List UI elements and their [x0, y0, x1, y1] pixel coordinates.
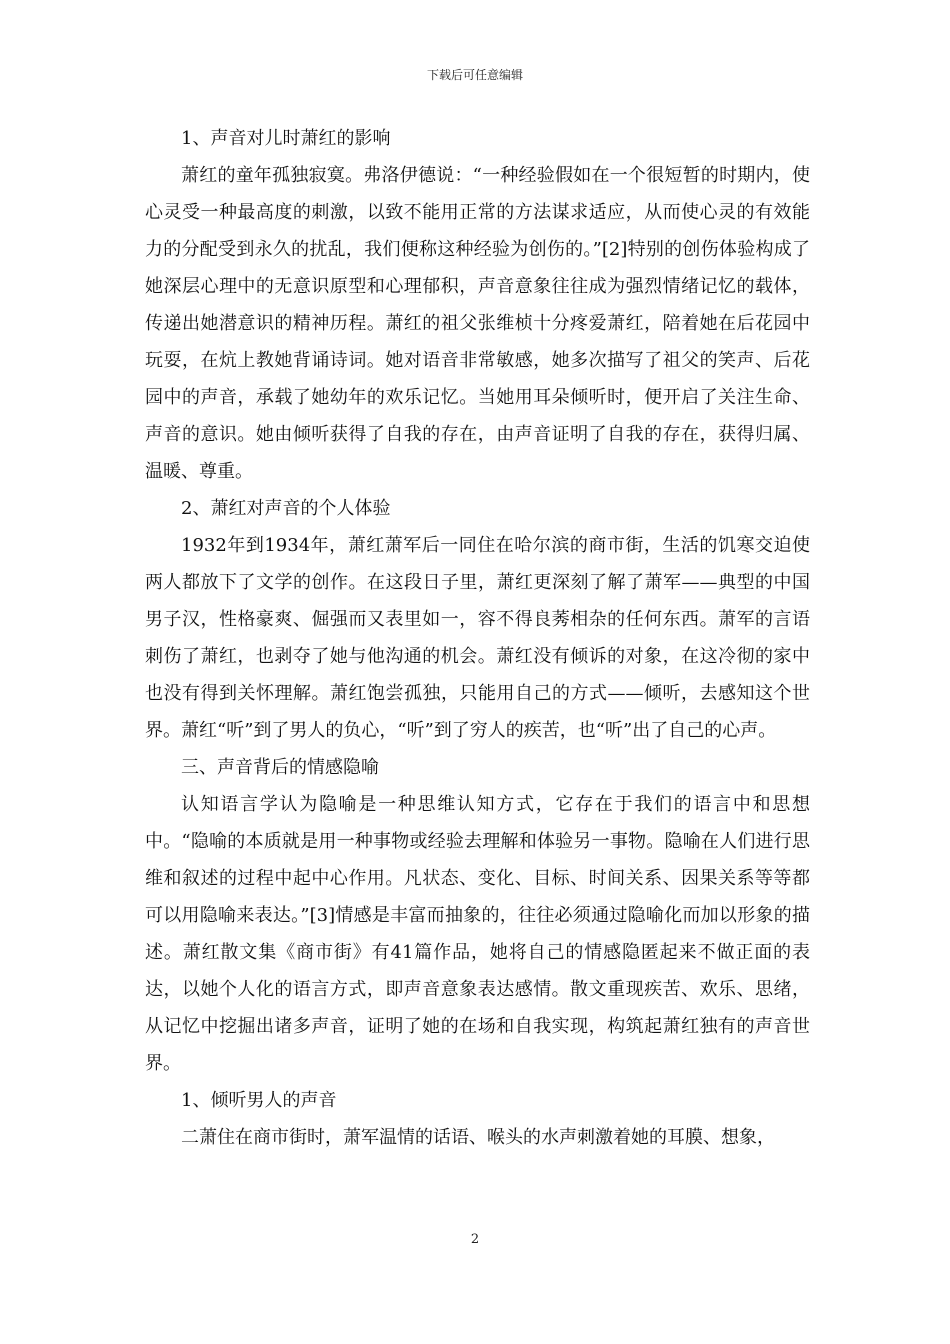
section-heading: 1、声音对儿时萧红的影响 — [181, 128, 391, 149]
body-paragraph: 1932年到1934年，萧红萧军后一同住在哈尔滨的商市街，生活的饥寒交迫使两人都放下了文学的创作。在这段日子里，萧红更深刻了解了萧军——典型的中国男子汉，性格豪爽、倔强而又表里如一，容不得良莠相杂的任何东西。萧军的言语刺伤了萧红，也剥夺了她与他沟通的机会。萧红没有倾诉的对象，在这冷彻的家中也没有得到关怀理解。萧红饱尝孤独，只能用自己的方式——倾听，去感知这个世界。萧红“听”到了男人的负心，“听”到了穷人的疾苦，也“听”出了自己的心声。 — [145, 535, 810, 741]
page-header: 下载后可任意编辑 — [426, 68, 523, 82]
body-paragraph: 萧红的童年孤独寂寞。弗洛伊德说：“一种经验假如在一个很短暂的时期内，使心灵受一种最高度的刺激，以致不能用正常的方法谋求适应，从而使心灵的有效能力的分配受到永久的扰乱，我们便称这种经验为创伤的。”[2]特别的创伤体验构成了她深层心理中的无意识原型和心理郁积，声音意象往往成为强烈情绪记忆的载体，传递出她潜意识的精神历程。萧红的祖父张维桢十分疼爱萧红，陪着她在后花园中玩耍，在炕上教她背诵诗词。她对语音非常敏感，她多次描写了祖父的笑声、后花园中的声音，承载了她幼年的欢乐记忆。当她用耳朵倾听时，便开启了关注生命、声音的意识。她由倾听获得了自我的存在，由声音证明了自我的存在，获得归属、温暖、尊重。 — [145, 165, 810, 482]
section-heading: 2、萧红对声音的个人体验 — [181, 498, 391, 519]
body-paragraph: 认知语言学认为隐喻是一种思维认知方式，它存在于我们的语言中和思想中。“隐喻的本质就是用一种事物或经验去理解和体验另一事物。隐喻在人们进行思维和叙述的过程中起中心作用。凡状态、变化、目标、时间关系、因果关系等等都可以用隐喻来表达。”[3]情感是丰富而抽象的，往往必须通过隐喻化而加以形象的描述。萧红散文集《商市街》有41篇作品，她将自己的情感隐匿起来不做正面的表达，以她个人化的语言方式，即声音意象表达感情。散文重现疾苦、欢乐、思绪，从记忆中挖掘出诸多声音，证明了她的在场和自我实现，构筑起萧红独有的声音世界。 — [145, 794, 810, 1074]
section-heading: 三、声音背后的情感隐喻 — [181, 757, 379, 778]
body-paragraph: 二萧住在商市街时，萧军温情的话语、喉头的水声刺激着她的耳膜、想象， — [181, 1127, 775, 1148]
document-body — [145, 120, 810, 1156]
page-number: 2 — [470, 1232, 480, 1247]
section-heading: 1、倾听男人的声音 — [181, 1090, 337, 1111]
